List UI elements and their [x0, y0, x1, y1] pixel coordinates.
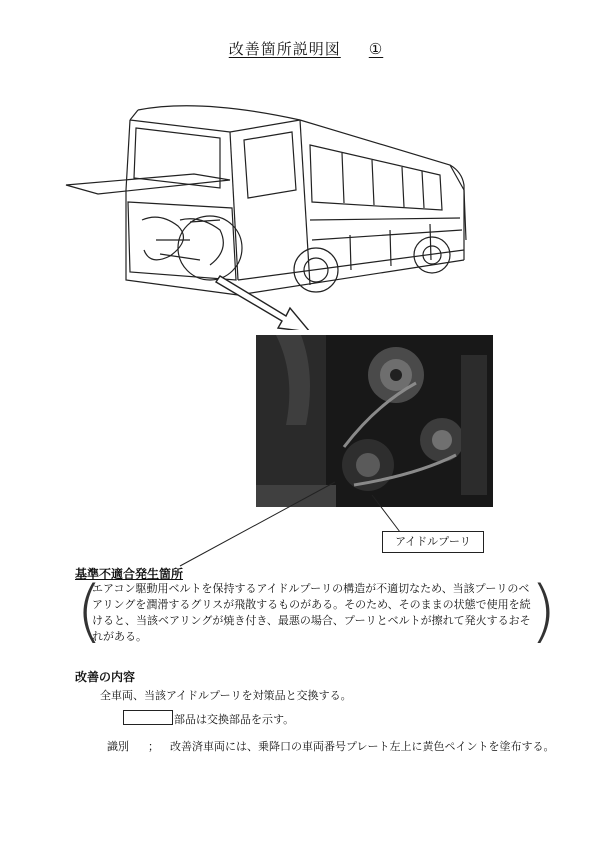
nonconformity-heading: 基準不適合発生箇所: [75, 567, 184, 581]
improvement-description: 全車両、当該アイドルプーリを対策品と交換する。: [100, 689, 352, 702]
page-number: ①: [368, 40, 384, 58]
improvement-heading: 改善の内容: [75, 670, 136, 684]
legend-text: 部品は交換部品を示す。: [174, 713, 295, 726]
right-bracket: ): [530, 572, 557, 651]
left-bracket: (: [76, 572, 103, 651]
title-text: 改善箇所説明図: [228, 40, 341, 58]
page-title: [0, 38, 612, 59]
bus-illustration: [60, 90, 480, 330]
replacement-part-legend-box: [123, 710, 173, 725]
idler-pulley-label: アイドルプーリ: [382, 531, 484, 553]
nonconformity-description: エアコン駆動用ベルトを保持するアイドルプーリの構造が不適切なため、当該プーリのベアリングを潤滑するグリスが飛散するものがある。そのため、そのままの状態で使用を続けると、当該ベアリングが焼き付き、最悪の場合、プーリとベルトが擦れて発火するおそれがある。: [92, 582, 531, 643]
identification-label: 識別: [107, 740, 129, 753]
engine-photo: [256, 335, 493, 507]
identification-text: 改善済車両には、乗降口の車両番号プレート左上に黄色ペイントを塗布する。: [170, 740, 555, 753]
identification-separator: ；: [148, 740, 159, 753]
